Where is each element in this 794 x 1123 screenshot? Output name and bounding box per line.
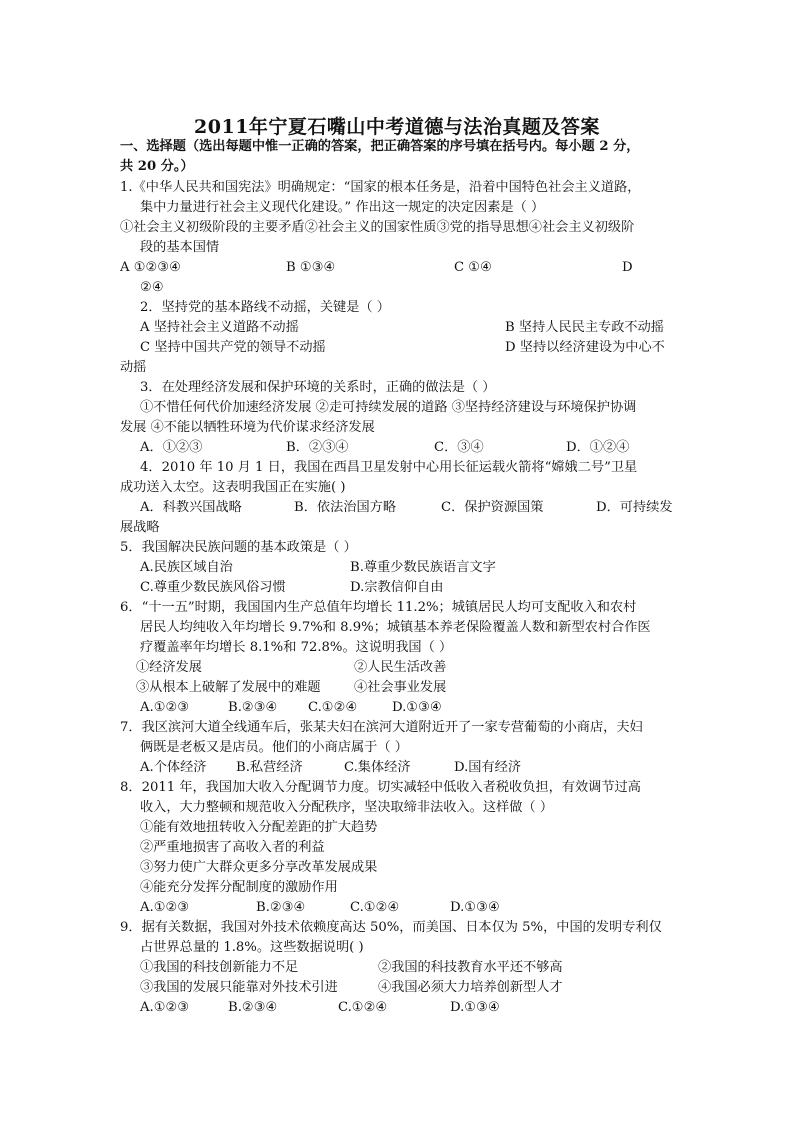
q3-items-line-1: ①不惜任何代价加速经济发展 ②走可持续发展的道路 ③坚持经济建设与环境保护协调 xyxy=(140,400,637,415)
q6-option-c: C.①②④ xyxy=(308,700,358,715)
q9-option-a: A.①②③ xyxy=(140,1000,190,1015)
q9-stem-line-2: 占世界总量的 1.8%。这些数据说明( ) xyxy=(140,940,364,955)
document-title: 2011年宁夏石嘴山中考道德与法治真题及答案 xyxy=(194,116,600,138)
q8-stem-line-2: 收入，大力整顿和规范收入分配秩序，坚决取缔非法收入。这样做（ ） xyxy=(140,800,554,815)
q8-stem-line-1: 8．2011 年，我国加大收入分配调节力度。切实减轻中低收入者税收负担，有效调节过高 xyxy=(120,780,641,795)
q4-stem-line-1: 4．2010 年 10 月 1 日，我国在西昌卫星发射中心用长征运载火箭将“嫦娥二号”卫星 xyxy=(140,460,638,475)
q1-option-d: D xyxy=(622,260,633,275)
section-header-line-1: 一、选择题（选出每题中惟一正确的答案，把正确答案的序号填在括号内。每小题 2 分， xyxy=(120,139,640,154)
q9-option-b: B.②③④ xyxy=(228,1000,278,1015)
q9-item-3: ③我国的发展只能靠对外技术引进 xyxy=(140,980,338,995)
q4-option-c: C．保护资源国策 xyxy=(441,500,544,515)
q1-option-b: B ①③④ xyxy=(286,260,336,275)
q3-stem: 3．在处理经济发展和保护环境的关系时，正确的做法是（ ） xyxy=(140,380,496,395)
q6-item-1: ①经济发展 xyxy=(136,660,202,675)
q6-stem-line-2: 居民人均纯收入年均增长 9.7%和 8.9%；城镇基本养老保险覆盖人数和新型农村合作医 xyxy=(140,620,651,635)
q7-option-b: B.私营经济 xyxy=(236,760,303,775)
q8-item-4: ④能充分发挥分配制度的激励作用 xyxy=(140,880,338,895)
q5-option-c: C.尊重少数民族风俗习惯 xyxy=(140,580,286,595)
q2-option-d: D 坚持以经济建设为中心不 xyxy=(505,340,665,355)
q9-stem-line-1: 9．据有关数据，我国对外技术依赖度高达 50%，而美国、日本仅为 5%，中国的发明专利仅 xyxy=(120,920,662,935)
section-header-line-2: 共 20 分。） xyxy=(120,159,194,174)
q8-option-c: C.①②④ xyxy=(350,900,400,915)
q5-stem: 5．我国解决民族问题的基本政策是（ ） xyxy=(120,540,357,555)
q2-option-d-cont: 动摇 xyxy=(120,360,147,375)
q1-items-line-1: ①社会主义初级阶段的主要矛盾②社会主义的国家性质③党的指导思想④社会主义初级阶 xyxy=(120,220,635,235)
q2-option-b: B 坚持人民民主专政不动摇 xyxy=(505,320,664,335)
q1-stem-line-1: 1.《中华人民共和国宪法》明确规定：“国家的根本任务是，沿着中国特色社会主义道路， xyxy=(120,180,641,195)
q8-item-2: ②严重地损害了高收入者的利益 xyxy=(140,840,325,855)
q8-option-a: A.①②③ xyxy=(140,900,190,915)
q9-item-2: ②我国的科技教育水平还不够高 xyxy=(378,960,563,975)
q1-option-a: A ①②③④ xyxy=(120,260,182,275)
q1-stem-line-2: 集中力量进行社会主义现代化建设。” 作出这一规定的决定因素是（ ） xyxy=(140,200,545,215)
q9-option-d: D.①③④ xyxy=(450,1000,500,1015)
q2-stem: 2．坚持党的基本路线不动摇，关键是（ ） xyxy=(140,300,390,315)
q4-option-a: A．科教兴国战略 xyxy=(140,500,242,515)
q6-option-a: A.①②③ xyxy=(140,700,190,715)
q6-item-3: ③从根本上破解了发展中的难题 xyxy=(136,680,321,695)
q9-item-4: ④我国必须大力培养创新型人才 xyxy=(378,980,563,995)
q6-item-2: ②人民生活改善 xyxy=(354,660,447,675)
q5-option-a: A.民族区域自治 xyxy=(140,560,233,575)
q2-option-c: C 坚持中国共产党的领导不动摇 xyxy=(140,340,326,355)
q7-stem-line-2: 俩既是老板又是店员。他们的小商店属于（ ） xyxy=(140,740,408,755)
q3-option-b: B．②③④ xyxy=(286,440,349,455)
q6-option-b: B.②③④ xyxy=(228,700,278,715)
q7-option-d: D.国有经济 xyxy=(454,760,522,775)
q1-option-d-cont: ②④ xyxy=(140,280,164,295)
q6-item-4: ④社会事业发展 xyxy=(354,680,447,695)
q4-stem-line-2: 成功送入太空。这表明我国正在实施( ) xyxy=(120,480,346,495)
q6-stem-line-3: 疗覆盖率年均增长 8.1%和 72.8%。这说明我国（ ） xyxy=(140,640,453,655)
q4-option-b: B．依法治国方略 xyxy=(294,500,397,515)
q3-items-line-2: 发展 ④不能以牺牲环境为代价谋求经济发展 xyxy=(120,420,375,435)
q8-item-3: ③努力使广大群众更多分享改革发展成果 xyxy=(140,860,378,875)
q7-option-c: C.集体经济 xyxy=(344,760,411,775)
q3-option-a: A．①②③ xyxy=(140,440,203,455)
q9-item-1: ①我国的科技创新能力不足 xyxy=(140,960,299,975)
q1-option-c: C ①④ xyxy=(454,260,492,275)
q3-option-d: D．①②④ xyxy=(566,440,630,455)
q4-option-d-cont: 展战略 xyxy=(120,520,160,535)
q5-option-d: D.宗教信仰自由 xyxy=(350,580,444,595)
q8-option-b: B.②③④ xyxy=(256,900,306,915)
q7-option-a: A.个体经济 xyxy=(140,760,207,775)
q1-items-line-2: 段的基本国情 xyxy=(140,240,220,255)
q8-item-1: ①能有效地扭转收入分配差距的扩大趋势 xyxy=(140,820,378,835)
q6-option-d: D.①③④ xyxy=(392,700,442,715)
q2-option-a: A 坚持社会主义道路不动摇 xyxy=(140,320,299,335)
q6-stem-line-1: 6．“十一五”时期，我国国内生产总值年均增长 11.2%；城镇居民人均可支配收入和农村 xyxy=(120,600,637,615)
q8-option-d: D.①③④ xyxy=(450,900,500,915)
q7-stem-line-1: 7．我区滨河大道全线通车后，张某夫妇在滨河大道附近开了一家专营葡萄的小商店，夫妇 xyxy=(120,720,643,735)
q3-option-c: C．③④ xyxy=(434,440,484,455)
q9-option-c: C.①②④ xyxy=(338,1000,388,1015)
q4-option-d: D．可持续发 xyxy=(596,500,673,515)
q5-option-b: B.尊重少数民族语言文字 xyxy=(350,560,496,575)
